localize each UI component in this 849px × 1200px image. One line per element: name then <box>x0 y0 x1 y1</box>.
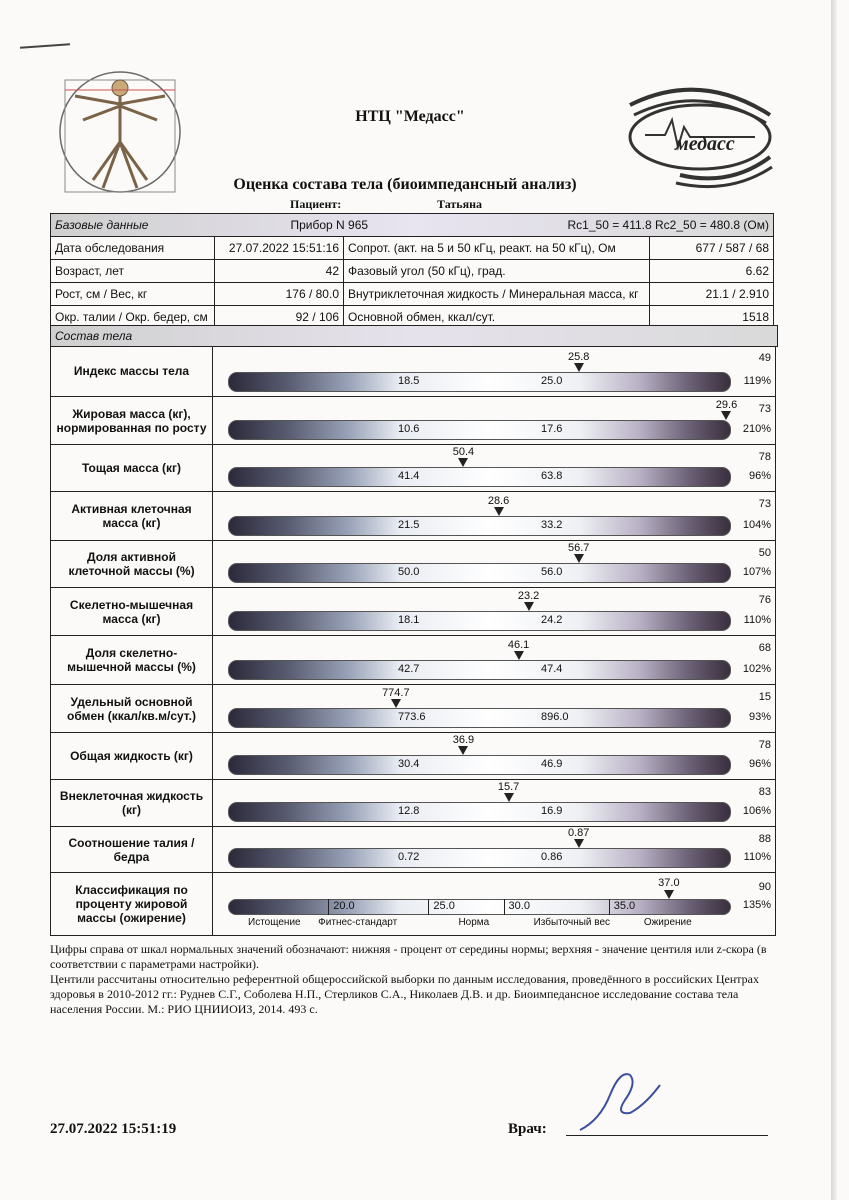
metric-row <box>51 636 775 685</box>
base-value: 92 / 106 <box>215 306 344 329</box>
norm-low: 50.0 <box>398 566 420 578</box>
base-label: Окр. талии / Окр. бедер, см <box>51 306 215 329</box>
base-data-title: Базовые данные <box>55 218 149 232</box>
value-label: 50.4 <box>452 446 475 458</box>
classification-value-label: 37.0 <box>658 877 680 889</box>
base-value-2: 1518 <box>650 306 774 329</box>
scale-bar <box>228 802 731 822</box>
scale-bar <box>228 611 731 631</box>
centile-value: 73 <box>758 403 771 415</box>
value-marker <box>458 458 468 467</box>
patient-label: Пациент: <box>290 197 342 211</box>
value-marker <box>458 746 468 755</box>
base-value-2: 21.1 / 2.910 <box>650 283 774 306</box>
scale-bar <box>228 516 731 536</box>
base-data-row <box>51 237 774 260</box>
percent-value: 96% <box>748 758 771 770</box>
value-marker <box>504 793 514 802</box>
value-marker <box>391 699 401 708</box>
signature-line <box>566 1135 768 1136</box>
norm-low: 21.5 <box>398 519 420 531</box>
norm-high: 25.0 <box>541 375 563 387</box>
metric-row <box>51 492 775 541</box>
footnotes <box>50 942 770 1017</box>
classification-bar <box>228 899 731 915</box>
classification-category: Норма <box>458 917 490 928</box>
logo-text: медасс <box>675 133 735 155</box>
norm-high: 46.9 <box>541 758 563 770</box>
base-label-2: Фазовый угол (50 кГц), град. <box>344 260 650 283</box>
metric-row <box>51 541 775 588</box>
centile-value: 76 <box>758 594 771 606</box>
base-value-2: 6.62 <box>650 260 774 283</box>
norm-low: 30.4 <box>398 758 420 770</box>
rc-values: Rc1_50 = 411.8 Rc2_50 = 480.8 (Ом) <box>344 214 774 237</box>
footnote-1: Цифры справа от шкал нормальных значений обозначают: нижняя - процент от середины нормы; верхняя - значение центиля или z-скора (в соответствии с параметрами настройки). <box>50 942 767 971</box>
base-value: 27.07.2022 15:51:16 <box>215 237 344 260</box>
base-label-2: Сопрот. (акт. на 5 и 50 кГц, реакт. на 50 кГц), Ом <box>344 237 650 260</box>
scale-bar <box>228 467 731 487</box>
metric-label: Удельный основной обмен (ккал/кв.м/сут.) <box>51 685 213 732</box>
category-divider <box>328 899 329 915</box>
norm-low: 18.5 <box>398 375 420 387</box>
metric-row <box>51 780 775 827</box>
category-divider <box>428 899 429 915</box>
metric-label: Индекс массы тела <box>51 346 213 396</box>
norm-low: 773.6 <box>398 711 426 723</box>
scan-mark <box>20 43 70 48</box>
metric-row <box>51 733 775 780</box>
organization-name: НТЦ "Медасс" <box>355 108 465 125</box>
value-label: 0.87 <box>567 827 590 839</box>
metric-row <box>51 685 775 733</box>
metric-label: Тощая масса (кг) <box>51 445 213 491</box>
norm-high: 0.86 <box>541 851 563 863</box>
value-label: 28.6 <box>487 495 510 507</box>
percent-value: 102% <box>742 663 771 675</box>
classification-tick: 35.0 <box>613 900 636 912</box>
norm-high: 47.4 <box>541 663 563 675</box>
section-body-composition: Состав тела <box>50 325 778 347</box>
metric-label: Общая жидкость (кг) <box>51 733 213 779</box>
base-data-row <box>51 283 774 306</box>
classification-tick: 30.0 <box>508 900 530 912</box>
scale-bar <box>228 420 731 440</box>
metric-row <box>51 346 775 397</box>
value-marker <box>574 554 584 563</box>
classification-percent: 135% <box>742 899 771 911</box>
metric-label: Жировая масса (кг), нормированная по росту <box>51 397 213 444</box>
percent-value: 106% <box>742 805 771 817</box>
scale-bar <box>228 848 731 868</box>
base-label: Дата обследования <box>51 237 215 260</box>
metric-row <box>51 827 775 873</box>
percent-value: 110% <box>743 851 771 863</box>
scale-bar <box>228 755 731 775</box>
value-marker <box>574 363 584 372</box>
centile-value: 15 <box>758 691 771 703</box>
classification-category: Избыточный вес <box>533 917 611 928</box>
base-data-row <box>51 260 774 283</box>
value-label: 36.9 <box>452 734 475 746</box>
medass-logo <box>620 75 780 190</box>
metrics-list <box>50 346 776 936</box>
value-marker <box>574 839 584 848</box>
metric-row <box>51 397 775 445</box>
norm-low: 10.6 <box>398 423 420 435</box>
norm-high: 24.2 <box>541 614 563 626</box>
classification-tick: 20.0 <box>333 900 355 912</box>
centile-value: 50 <box>758 547 771 559</box>
device-number: Прибор N 965 <box>290 218 369 232</box>
percent-value: 119% <box>743 375 771 387</box>
centile-value: 83 <box>758 786 771 798</box>
page-title: Оценка состава тела (биоимпедансный анализ) <box>233 176 577 193</box>
vitruvian-man-image <box>55 60 185 200</box>
percent-value: 210% <box>742 423 771 435</box>
value-marker <box>721 411 731 420</box>
metric-row <box>51 588 775 636</box>
percent-value: 107% <box>742 566 771 578</box>
value-marker <box>494 507 504 516</box>
base-value: 42 <box>215 260 344 283</box>
scale-bar <box>228 708 731 728</box>
category-divider <box>609 899 610 915</box>
paper-edge <box>831 0 837 1200</box>
norm-high: 16.9 <box>541 805 563 817</box>
base-data-header <box>51 214 774 237</box>
metric-label: Внеклеточная жидкость (кг) <box>51 780 213 826</box>
norm-high: 63.8 <box>541 470 563 482</box>
base-value-2: 677 / 587 / 68 <box>650 237 774 260</box>
category-divider <box>504 899 505 915</box>
scale-bar <box>228 660 731 680</box>
value-label: 15.7 <box>497 781 520 793</box>
norm-high: 33.2 <box>541 519 563 531</box>
value-label: 23.2 <box>517 590 540 602</box>
percent-value: 96% <box>748 470 771 482</box>
centile-value: 49 <box>758 352 771 364</box>
centile-value: 78 <box>758 739 771 751</box>
classification-label: Классификация по проценту жировой массы (ожирение) <box>51 873 213 935</box>
base-label-2: Внутриклеточная жидкость / Минеральная масса, кг <box>344 283 650 306</box>
value-label: 774.7 <box>382 687 410 699</box>
value-label: 29.6 <box>715 399 738 411</box>
percent-value: 110% <box>743 614 771 626</box>
classification-value-marker <box>664 890 674 899</box>
norm-low: 12.8 <box>398 805 420 817</box>
classification-category: Ожирение <box>643 917 692 928</box>
classification-centile: 90 <box>758 881 771 893</box>
footnote-2: Центили рассчитаны относительно референтной общероссийской выборки по данным исследования, проведённого в российских Центрах здоровья в 2010-2012 гг.: Руднев С.Г., Соболева Н.П., Стерликов С.А., Николаев Д.В. и др. Биоимпедансное исследование состава тела населения России. М.: РИО ЦНИИОИЗ, 2014. 493 с. <box>50 972 759 1016</box>
base-label: Рост, см / Вес, кг <box>51 283 215 306</box>
metric-row <box>51 445 775 492</box>
centile-value: 88 <box>758 833 771 845</box>
base-label: Возраст, лет <box>51 260 215 283</box>
centile-value: 68 <box>758 642 771 654</box>
norm-low: 0.72 <box>398 851 420 863</box>
percent-value: 93% <box>748 711 771 723</box>
norm-high: 896.0 <box>541 711 569 723</box>
norm-low: 41.4 <box>398 470 420 482</box>
value-marker <box>524 602 534 611</box>
signature-image <box>575 1065 665 1135</box>
norm-low: 42.7 <box>398 663 420 675</box>
classification-row <box>51 873 775 936</box>
base-data-table <box>50 213 774 329</box>
scale-bar <box>228 372 731 392</box>
scale-bar <box>228 563 731 583</box>
base-value: 176 / 80.0 <box>215 283 344 306</box>
metric-label: Активная клеточная масса (кг) <box>51 492 213 540</box>
patient-name: Татьяна <box>437 197 483 211</box>
centile-value: 78 <box>758 451 771 463</box>
classification-category: Истощение <box>248 917 301 928</box>
metric-label: Доля скелетно-мышечной массы (%) <box>51 636 213 684</box>
classification-tick: 25.0 <box>433 900 455 912</box>
norm-high: 17.6 <box>541 423 563 435</box>
metric-label: Доля активной клеточной массы (%) <box>51 541 213 587</box>
metric-label: Скелетно-мышечная масса (кг) <box>51 588 213 635</box>
doctor-label: Врач: <box>508 1121 547 1137</box>
value-label: 25.8 <box>567 351 590 363</box>
metric-label: Соотношение талия / бедра <box>51 827 213 872</box>
norm-low: 18.1 <box>398 614 420 626</box>
value-label: 56.7 <box>567 542 590 554</box>
value-marker <box>514 651 524 660</box>
centile-value: 73 <box>758 498 771 510</box>
print-date: 27.07.2022 15:51:19 <box>50 1121 177 1137</box>
classification-category: Фитнес-стандарт <box>318 917 398 928</box>
norm-high: 56.0 <box>541 566 563 578</box>
base-label-2: Основной обмен, ккал/сут. <box>344 306 650 329</box>
percent-value: 104% <box>742 519 771 531</box>
value-label: 46.1 <box>507 639 530 651</box>
